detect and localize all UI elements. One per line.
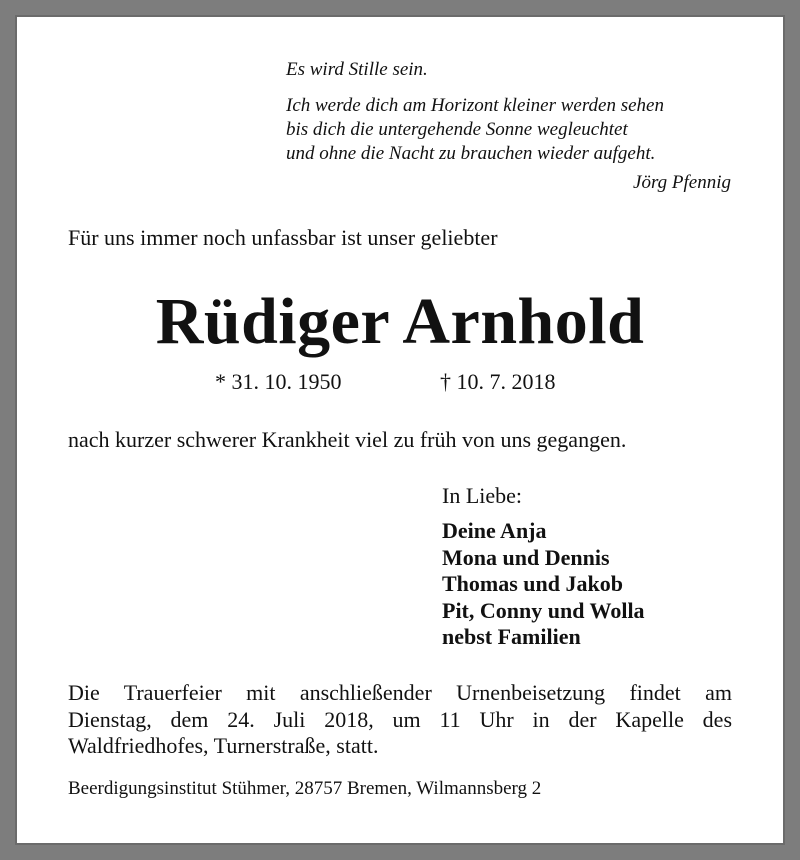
funeral-home: Beerdigungsinstitut Stühmer, 28757 Bremen, Wilmannsberg 2 bbox=[68, 778, 542, 799]
deceased-name: Rüdiger Arnhold bbox=[155, 285, 645, 358]
mourners-list bbox=[442, 518, 645, 651]
passing-text: nach kurzer schwerer Krankheit viel zu früh von uns gegangen. bbox=[68, 427, 627, 452]
poem-line: Ich werde dich am Horizont kleiner werden sehen bbox=[286, 95, 664, 116]
intro-text: Für uns immer noch unfassbar ist unser geliebter bbox=[68, 225, 498, 250]
mourner: Thomas und Jakob bbox=[442, 571, 623, 596]
mourner: Mona und Dennis bbox=[442, 544, 610, 570]
mourner: Pit, Conny und Wolla bbox=[442, 597, 645, 623]
birth-date: * 31. 10. 1950 bbox=[215, 369, 342, 394]
mourner: Deine Anja bbox=[442, 518, 547, 543]
love-label: In Liebe: bbox=[442, 483, 523, 508]
ceremony-line: Dienstag, dem 24. Juli 2018, um 11 Uhr in der Kapelle des bbox=[68, 706, 732, 732]
poem-first-line: Es wird Stille sein. bbox=[286, 59, 428, 80]
poem-line: bis dich die untergehende Sonne wegleuchtet bbox=[286, 119, 628, 140]
poem bbox=[286, 58, 746, 193]
poem-line: und ohne die Nacht zu brauchen wieder aufgeht. bbox=[286, 143, 656, 164]
ceremony-line: Waldfriedhofes, Turnerstraße, statt. bbox=[68, 733, 379, 758]
ceremony-line: Die Trauerfeier mit anschließender Urnenbeisetzung findet am bbox=[68, 680, 732, 705]
poem-author: Jörg Pfennig bbox=[633, 172, 731, 193]
death-date: † 10. 7. 2018 bbox=[440, 369, 556, 394]
mourner: nebst Familien bbox=[442, 624, 581, 649]
ceremony-notice bbox=[68, 680, 732, 760]
